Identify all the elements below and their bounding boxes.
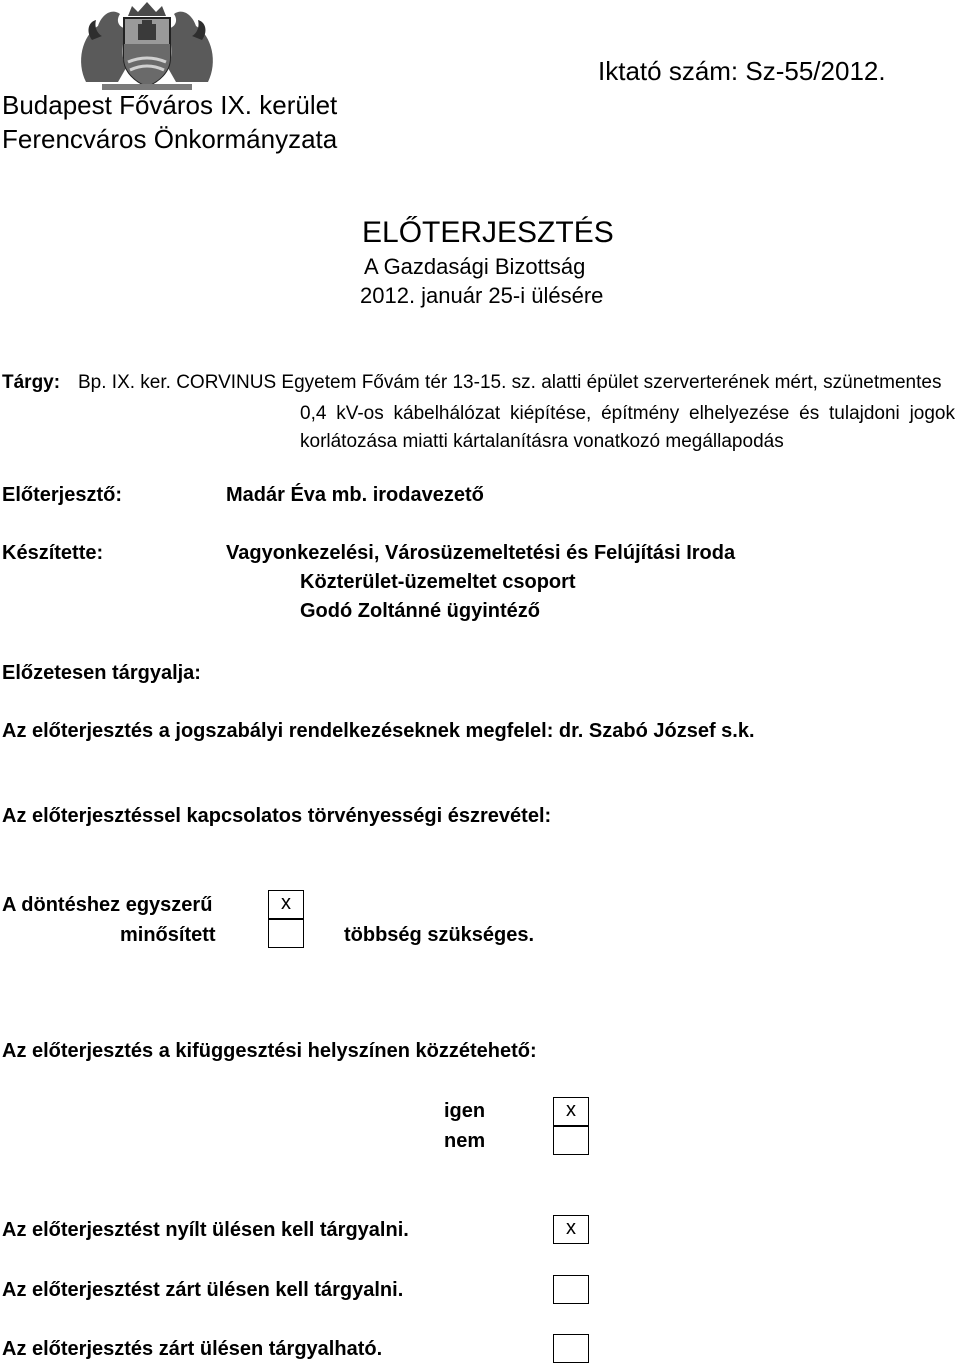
subject-line-1: Bp. IX. ker. CORVINUS Egyetem Fővám tér 13-15. sz. alatti épület szerverterének mért, szünetmentes (78, 372, 942, 393)
legality-note-label: Az előterjesztéssel kapcsolatos törvényességi észrevétel: (2, 805, 552, 827)
organization-name (2, 88, 337, 156)
org-line-1: Budapest Főváros IX. kerület (2, 90, 338, 120)
committee-name: A Gazdasági Bizottság (364, 254, 586, 279)
publication-yes-label: igen (444, 1100, 486, 1122)
publication-no-label: nem (444, 1130, 486, 1152)
prepared-by-office: Vagyonkezelési, Városüzemeltetési és Felújítási Iroda (226, 542, 736, 564)
closed-session-required-statement: Az előterjesztést zárt ülésen kell tárgyalni. (2, 1279, 404, 1301)
publication-yes-checkbox[interactable]: x (553, 1097, 589, 1126)
org-line-2: Ferencváros Önkormányzata (2, 124, 338, 154)
presenter-value: Madár Éva mb. irodavezető (226, 484, 484, 506)
prepared-by-group: Közterület-üzemeltet csoport (300, 571, 576, 593)
majority-qualified-checkbox[interactable] (268, 919, 304, 948)
majority-qualified-label: minősített (120, 924, 216, 946)
open-session-statement: Az előterjesztést nyílt ülésen kell tárgyalni. (2, 1219, 409, 1241)
publication-question: Az előterjesztés a kifüggesztési helyszínen közzétehető: (2, 1040, 537, 1062)
closed-session-allowed-checkbox[interactable] (553, 1334, 589, 1363)
document-title: ELŐTERJESZTÉS (362, 216, 614, 249)
prepared-by-label: Készítette: (2, 542, 104, 564)
coat-of-arms-icon (72, 2, 222, 92)
majority-suffix: többség szükséges. (344, 924, 535, 946)
prepared-by-person: Godó Zoltánné ügyintéző (300, 600, 540, 622)
publication-no-checkbox[interactable] (553, 1126, 589, 1155)
legal-compliance-statement: Az előterjesztés a jogszabályi rendelkezéseknek megfelel: dr. Szabó József s.k. (2, 720, 755, 742)
open-session-checkbox[interactable]: x (553, 1215, 589, 1244)
majority-simple-label: A döntéshez egyszerű (2, 894, 213, 916)
registration-number: Iktató szám: Sz-55/2012. (598, 56, 886, 86)
meeting-date: 2012. január 25-i ülésére (360, 283, 604, 308)
prior-review-label: Előzetesen tárgyalja: (2, 662, 201, 684)
subject-label: Tárgy: (2, 372, 61, 393)
presenter-label: Előterjesztő: (2, 484, 123, 506)
closed-session-allowed-statement: Az előterjesztés zárt ülésen tárgyalható. (2, 1338, 383, 1360)
subject-continuation: 0,4 kV-os kábelhálózat kiépítése, építmény elhelyezése és tulajdoni jogok korlátozása miatti kártalanításra vonatkozó megállapodás (300, 403, 955, 452)
closed-session-required-checkbox[interactable] (553, 1275, 589, 1304)
majority-simple-checkbox[interactable]: x (268, 890, 304, 919)
